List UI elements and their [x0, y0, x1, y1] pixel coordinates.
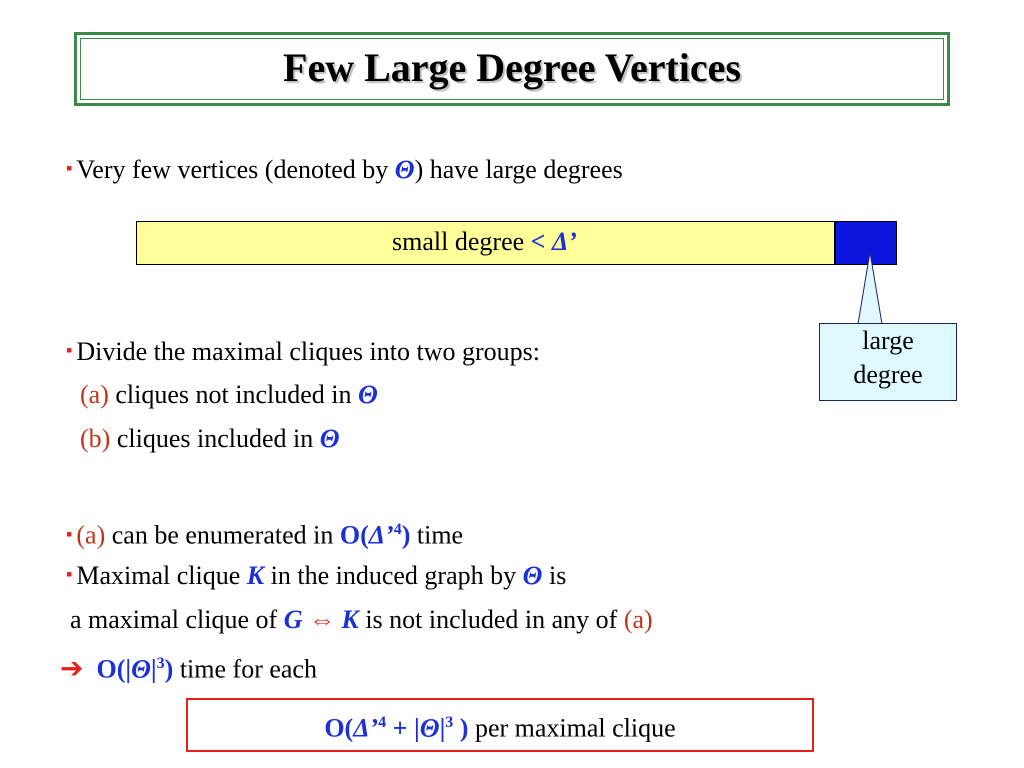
group-b-line: (b) cliques included in Θ — [80, 424, 340, 453]
bullet-divide-cliques: ▪ Divide the maximal cliques into two groups: — [66, 337, 540, 366]
bullet-very-few-vertices: ▪ Very few vertices (denoted by Θ) have large degrees — [66, 155, 623, 184]
group-a-line: (a) cliques not included in Θ — [80, 380, 378, 409]
slide-title: Few Large Degree Vertices — [283, 45, 741, 90]
bullet-maximal-clique: ▪ Maximal clique K in the induced graph by Θ is — [66, 561, 567, 590]
per-clique-time-line: ➔ $O(|\Theta|^3)$ time for each — [60, 653, 317, 685]
maximal-clique-condition: a maximal clique of G ⇔ K is not included in any of (a) — [70, 605, 653, 634]
right-arrow-icon: ➔ — [60, 653, 84, 685]
bullet-icon: ▪ — [66, 340, 73, 360]
bullet-enumeration-time: ▪ (a) can be enumerated in O(Δ’$^4$) time — [66, 520, 464, 550]
bullet-icon: ▪ — [66, 158, 73, 178]
bullet-icon: ▪ — [66, 523, 73, 544]
callout-pointer — [830, 250, 900, 330]
iff-arrow-icon: ⇔ — [308, 605, 335, 634]
result-complexity: O(Δ’$^4$ + $|\Theta|^3$ ) per maximal clique — [324, 713, 676, 743]
large-degree-callout: large degree — [819, 323, 957, 401]
small-degree-label: small degree < Δ’ — [392, 227, 577, 256]
bullet-icon: ▪ — [66, 564, 73, 584]
